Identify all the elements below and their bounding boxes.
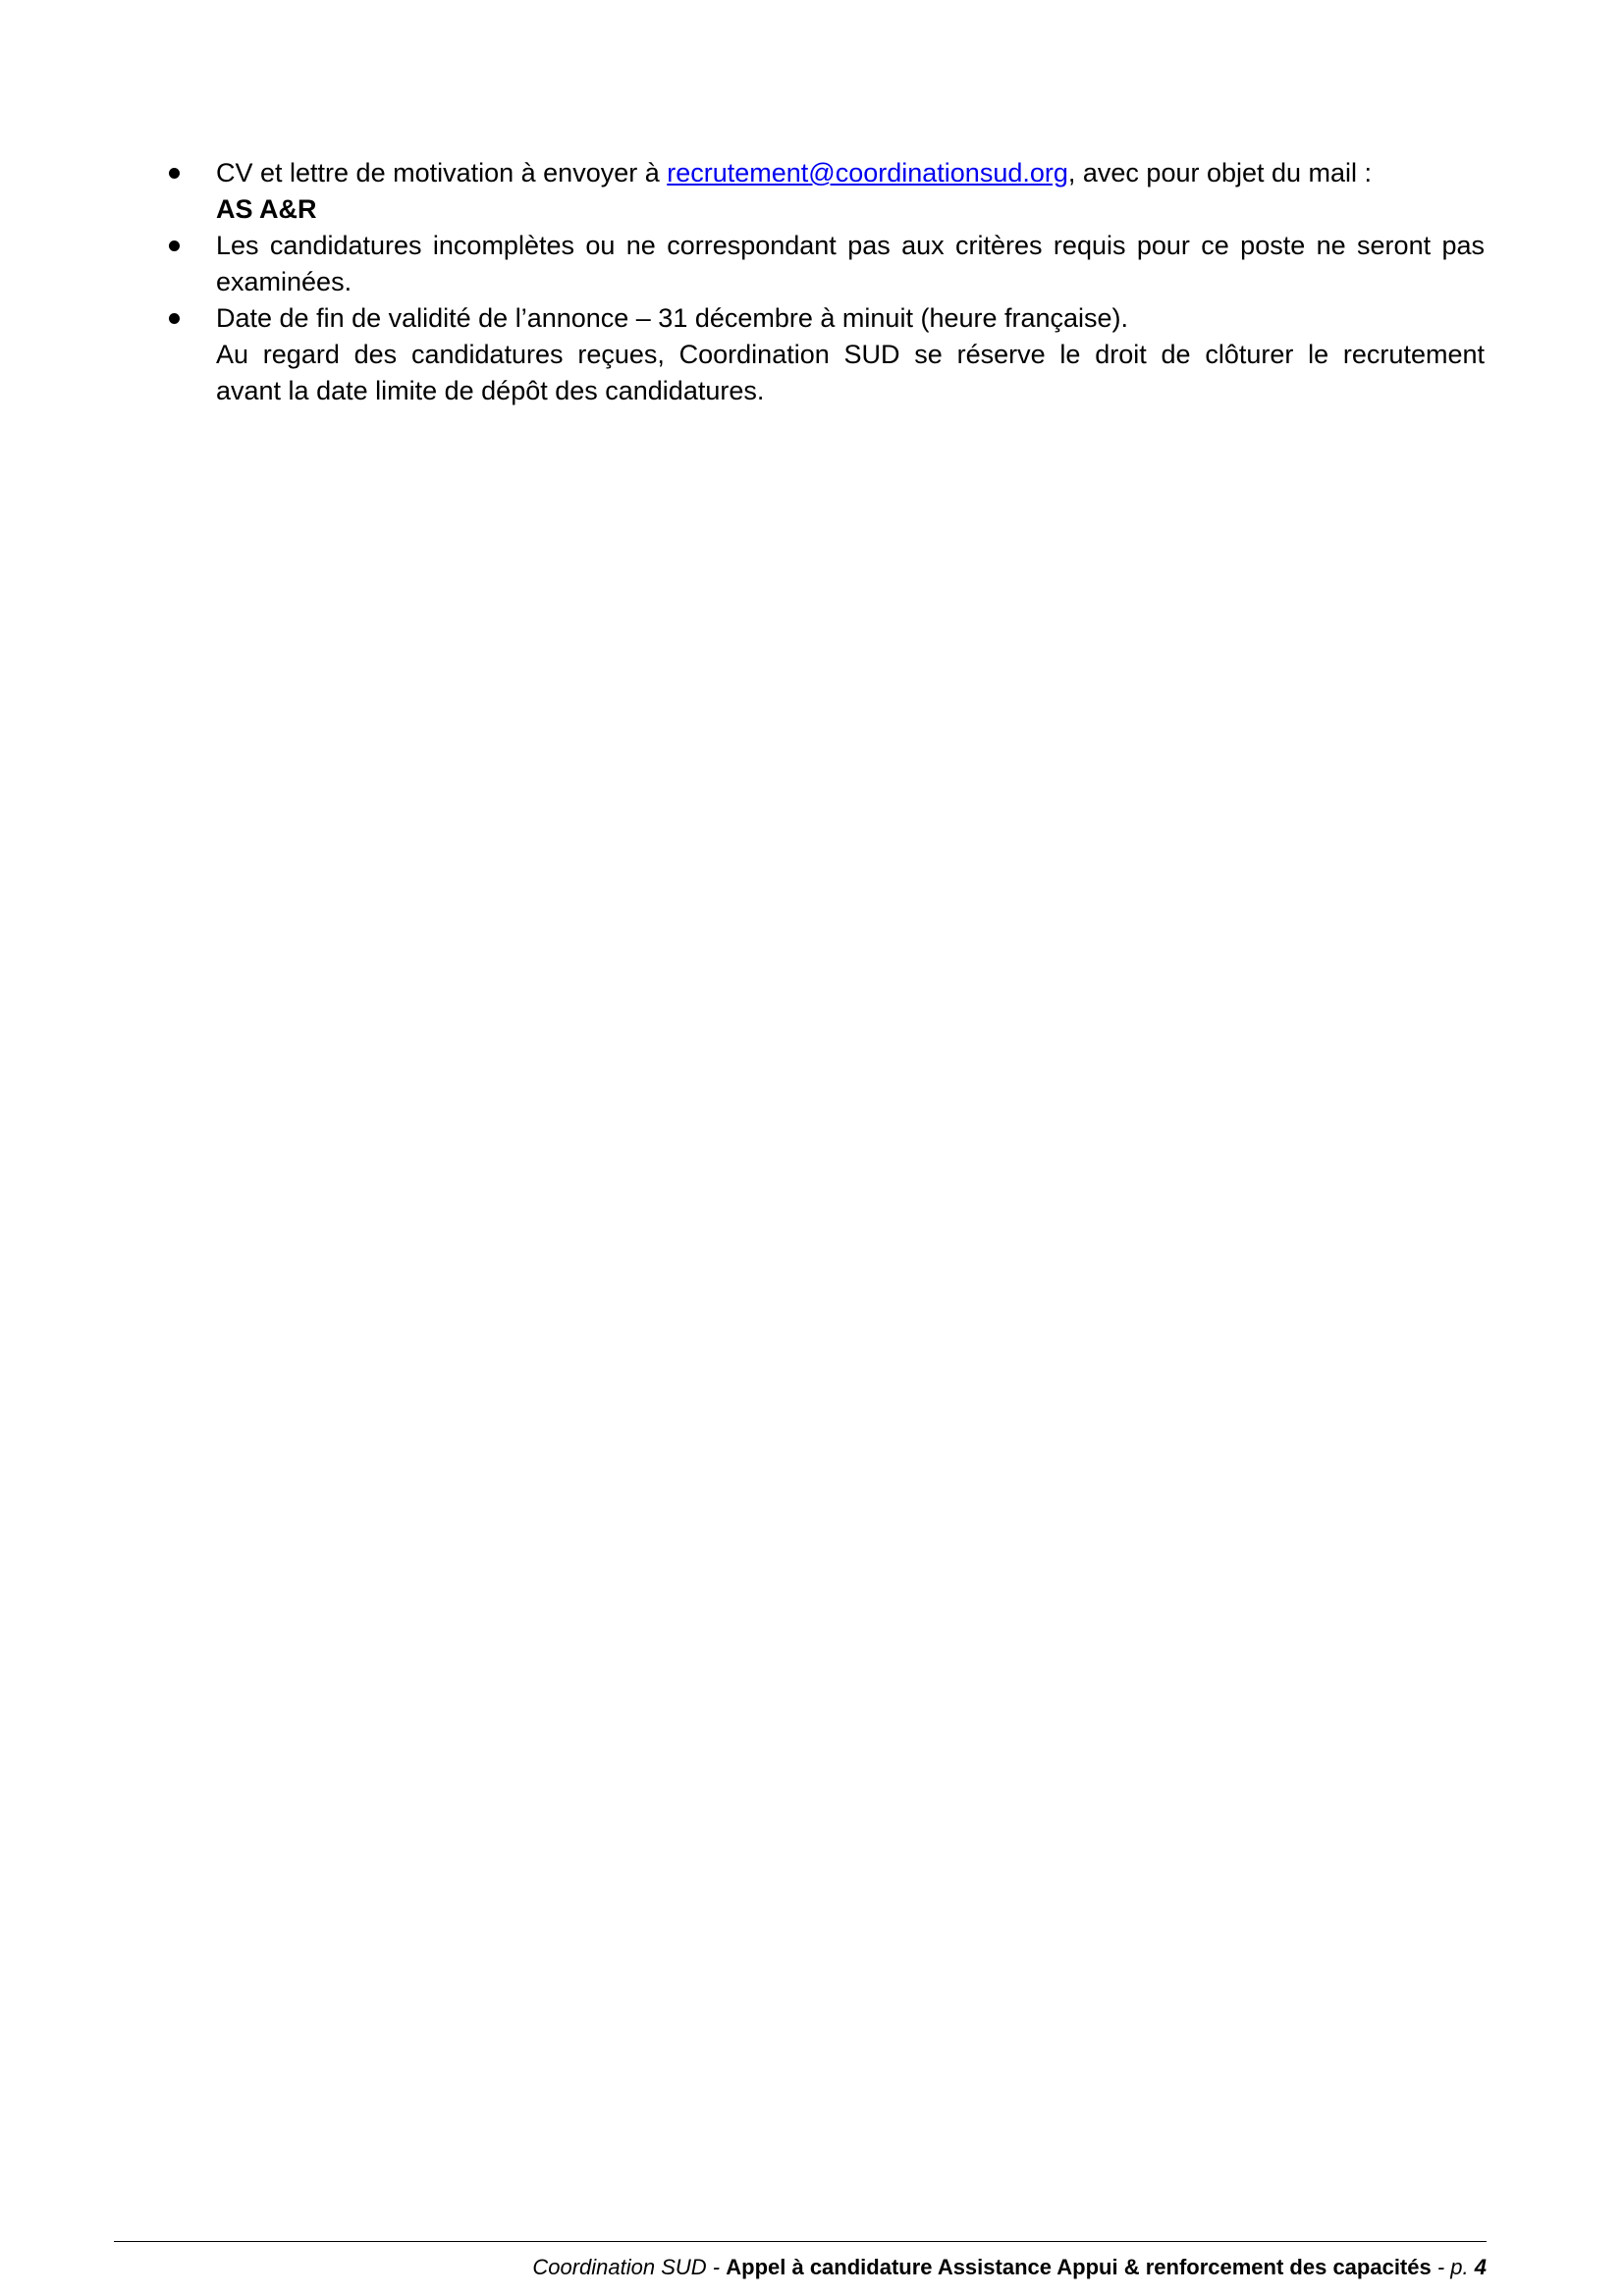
footer-page-number: 4 <box>1474 2255 1487 2279</box>
footer-document-title: Appel à candidature Assistance Appui & renforcement des capacités <box>726 2255 1432 2279</box>
bullet-text: Date de fin de validité de l’annonce – 31 décembre à minuit (heure française). <box>216 303 1129 333</box>
footer-page-prefix: - p. <box>1431 2255 1475 2279</box>
email-link[interactable]: recrutement@coordinationsud.org <box>667 158 1068 187</box>
footer-separator: - <box>706 2255 727 2279</box>
bullet-note-line: Au regard des candidatures reçues, Coordination SUD se réserve le droit de clôturer le recrutement <box>216 340 1485 369</box>
list-item <box>169 228 1485 300</box>
page-footer <box>532 2254 1487 2281</box>
list-item <box>169 155 1485 228</box>
bullet-text-before-link: CV et lettre de motivation à envoyer à <box>216 158 668 187</box>
bullet-icon <box>169 313 180 324</box>
bullet-note-line: avant la date limite de dépôt des candidatures. <box>216 376 765 405</box>
list-item <box>169 300 1485 409</box>
bullet-text-after-link: , avec pour objet du mail : <box>1067 158 1373 187</box>
bullet-icon <box>169 168 180 179</box>
footer-divider <box>114 2241 1487 2242</box>
bullet-text <box>216 158 1372 187</box>
bullet-list <box>169 155 1485 409</box>
mail-subject: AS A&R <box>216 194 317 224</box>
bullet-text: Les candidatures incomplètes ou ne correspondant pas aux critères requis pour ce poste ne seront pas examinées. <box>216 231 1485 296</box>
footer-organization: Coordination SUD <box>532 2255 707 2279</box>
bullet-icon <box>169 240 180 251</box>
